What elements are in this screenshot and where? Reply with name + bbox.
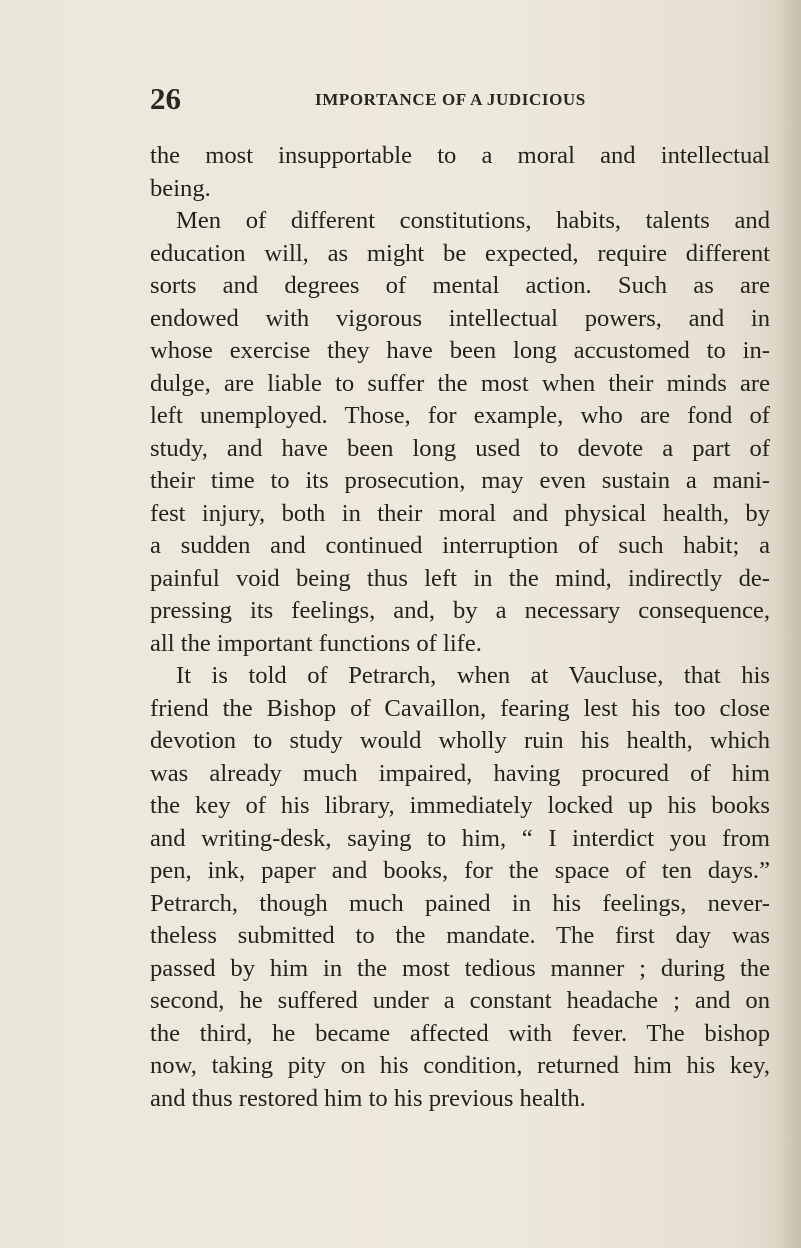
text-line: dulge, are liable to suffer the most when their minds are (150, 369, 770, 397)
text-line: a sudden and continued interruption of such habit; a (150, 532, 770, 559)
text-line: whose exercise they have been long accustomed to in- (150, 337, 770, 364)
text-line: left unemployed. Those, for example, who are fond of (150, 402, 770, 429)
text-line: their time to its prosecution, may even sustain a mani- (150, 467, 770, 494)
text-line: sorts and degrees of mental action. Such as are (150, 272, 770, 299)
text-line: pressing its feelings, and, by a necessary consequence, (150, 597, 770, 624)
text-line: passed by him in the most tedious manner ; during the (150, 954, 770, 982)
paragraph-start-line: It is told of Petrarch, when at Vaucluse, that his (176, 662, 770, 689)
text-line: and writing-desk, saying to him, “ I interdict you from (150, 824, 770, 852)
text-line: devotion to study would wholly ruin his health, which (150, 727, 770, 754)
text-line: friend the Bishop of Cavaillon, fearing lest his too close (150, 694, 770, 722)
text-line: fest injury, both in their moral and physical health, by (150, 499, 770, 527)
text-line: endowed with vigorous intellectual powers, and in (150, 304, 770, 332)
text-line: all the important functions of life. (150, 629, 482, 657)
text-line: was already much impaired, having procured of him (150, 759, 770, 787)
page-edge-shadow (775, 0, 801, 1248)
text-line: the third, he became affected with fever. The bishop (150, 1019, 770, 1047)
text-line: and thus restored him to his previous health. (150, 1084, 586, 1112)
text-line: pen, ink, paper and books, for the space of ten days.” (150, 857, 770, 884)
body-text (150, 140, 770, 1115)
text-line: painful void being thus left in the mind, indirectly de- (150, 564, 770, 592)
running-title: IMPORTANCE OF A JUDICIOUS (315, 90, 586, 109)
text-line: second, he suffered under a constant headache ; and on (150, 987, 770, 1014)
text-line: education will, as might be expected, require different (150, 239, 770, 267)
text-line: the key of his library, immediately locked up his books (150, 792, 770, 819)
text-line: Petrarch, though much pained in his feelings, never- (150, 889, 770, 917)
text-line: study, and have been long used to devote a part of (150, 434, 770, 462)
running-head (150, 82, 630, 122)
text-line: the most insupportable to a moral and intellectual (150, 142, 770, 169)
page-number: 26 (150, 81, 181, 116)
paragraph-start-line: Men of different constitutions, habits, talents and (176, 207, 770, 234)
text-line: theless submitted to the mandate. The first day was (150, 922, 770, 949)
text-line: now, taking pity on his condition, returned him his key, (150, 1052, 770, 1079)
text-line: being. (150, 174, 211, 202)
